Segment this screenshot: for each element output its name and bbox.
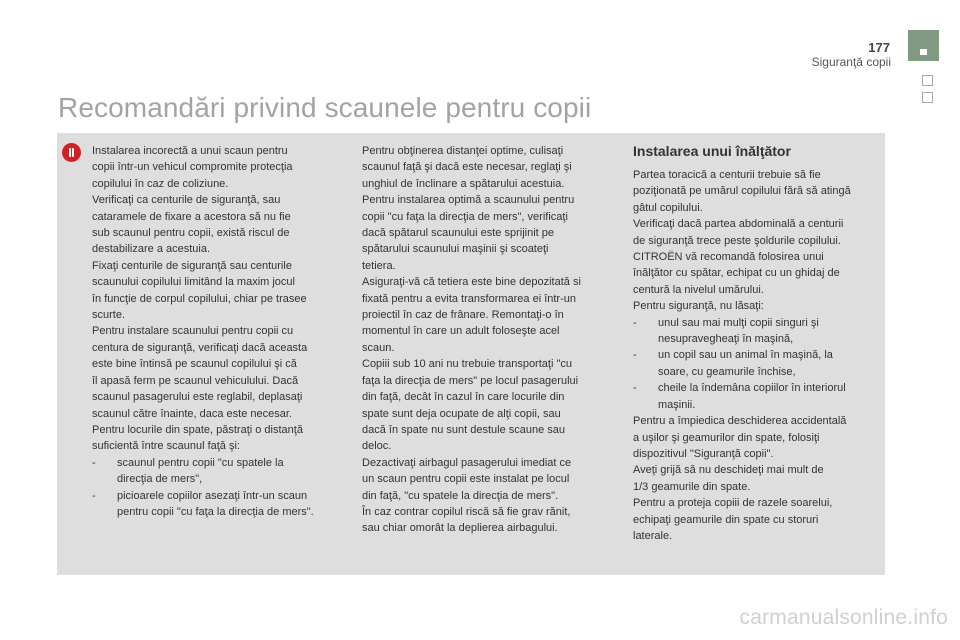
- text-line: Asiguraţi-vă că tetiera este bine depozitată si: [362, 276, 581, 289]
- text-line: scaunul către înainte, daca este necesar.: [92, 407, 292, 420]
- text-line: Aveţi grijă să nu deschideţi mai mult de: [633, 464, 824, 477]
- bullet-item: - scaunul pentru copii "cu spatele la: [92, 455, 354, 471]
- bullet-continuation: pentru copii "cu faţa la direcţia de mers".: [117, 505, 314, 518]
- column-booster: [633, 167, 881, 544]
- text-line: 1/3 geamurile din spate.: [633, 480, 751, 493]
- text-line: un scaun pentru copii este instalat pe locul: [362, 473, 570, 486]
- text-line: CITROËN vă recomandă folosirea unui: [633, 251, 824, 264]
- text-line: Copiii sub 10 ani nu trebuie transportaţi "cu: [362, 358, 572, 371]
- text-line: centură la nivelul umărului.: [633, 283, 764, 296]
- nav-box-1[interactable]: [922, 75, 933, 86]
- text-line: suficientă între scaunul faţă şi:: [92, 440, 240, 453]
- text-line: echipaţi geamurile din spate cu storuri: [633, 513, 819, 526]
- bullet-item: - un copil sau un animal în maşină, la: [633, 347, 881, 363]
- text-line: deloc.: [362, 440, 392, 453]
- text-line: Instalarea incorectă a unui scaun pentru: [92, 145, 288, 157]
- text-line: momentul în care un adult foloseşte acel: [362, 325, 560, 338]
- text-line: dispozitivul "Siguranţă copii".: [633, 447, 774, 460]
- text-line: sub scaunul pentru copii, există riscul de: [92, 227, 290, 240]
- text-line: copii "cu faţa la direcţia de mers", verificaţi: [362, 210, 568, 223]
- section-name: Siguranţă copii: [811, 55, 891, 69]
- text-line: destabilizare a acestuia.: [92, 243, 211, 256]
- text-line: Verificaţi ca centurile de siguranţă, sau: [92, 194, 281, 207]
- text-line: centura de siguranţă, verificaţi dacă aceasta: [92, 341, 308, 354]
- bullet-continuation: direcţia de mers",: [117, 473, 203, 486]
- text-line: scurte.: [92, 309, 126, 322]
- text-line: din faţă, "cu spatele la direcţia de mers".: [362, 489, 559, 502]
- text-line: copii într-un vehicul compromite protecţia: [92, 161, 293, 174]
- text-line: faţa la direcţia de mers" pe locul pasagerului: [362, 374, 579, 387]
- text-line: îl apasă ferm pe scaunul vehiculului. Dacă: [92, 374, 299, 387]
- text-line: Verificaţi dacă partea abdominală a centurii: [633, 218, 844, 231]
- text-line: Pentru obţinerea distanţei optime, culisaţi: [362, 145, 564, 157]
- page-number: 177: [868, 40, 890, 55]
- bullet-continuation: maşinii.: [658, 398, 696, 411]
- text-line: Pentru siguranţă, nu lăsaţi:: [633, 300, 764, 313]
- bullet-item: - cheile la îndemâna copiilor în interiorul: [633, 380, 881, 396]
- text-line: sau chiar omorât la deplierea airbagului.: [362, 522, 558, 535]
- text-line: Dezactivaţi airbagul pasagerului imediat ce: [362, 456, 572, 469]
- text-line: Pentru a proteja copiii de razele soarelui,: [633, 497, 833, 510]
- text-line: copilului în caz de coliziune.: [92, 177, 229, 190]
- text-line: dacă spătarul scaunului este sprijinit pe: [362, 227, 555, 240]
- text-line: este bine întinsă pe scaunul copilului şi că: [92, 358, 297, 371]
- section-heading: Instalarea unui înălţător: [633, 143, 791, 159]
- text-line: scaunului copilului limitând la maxim jocul: [92, 276, 295, 289]
- text-line: Pentru locurile din spate, păstraţi o distanţă: [92, 423, 303, 436]
- text-line: spătarului scaunului maşinii şi scoateţi: [362, 243, 549, 256]
- text-line: dacă în spate nu sunt destule scaune sau: [362, 423, 566, 436]
- text-line: fixată pentru a evita transformarea ei într-un: [362, 292, 576, 305]
- bullet-item: - picioarele copiilor asezaţi într-un scaun: [92, 488, 354, 504]
- text-line: scaunul faţă şi dacă este necesar, reglaţi şi: [362, 161, 572, 174]
- text-line: în funcţie de corpul copilului, chiar pe trasee: [92, 292, 307, 305]
- text-line: proiectil în caz de frânare. Remontaţi-o în: [362, 309, 564, 322]
- text-line: Partea toracică a centurii trebuie să fie: [633, 169, 821, 181]
- text-line: înălţător cu spătar, echipat cu un ghidaj de: [633, 267, 840, 280]
- chapter-tab[interactable]: [908, 30, 939, 61]
- column-middle: [362, 143, 624, 537]
- text-line: laterale.: [633, 529, 673, 542]
- text-line: cataramele de fixare a acestora să nu fie: [92, 210, 291, 223]
- page-title: Recomandări privind scaunele pentru copii: [58, 92, 592, 123]
- tab-marker-icon: [920, 49, 927, 55]
- text-line: scaunul pasagerului este reglabil, deplasaţi: [92, 391, 303, 404]
- text-line: spate sunt deja ocupate de alţi copii, sau: [362, 407, 561, 420]
- text-line: unghiul de înclinare a spătarului acestuia.: [362, 177, 565, 190]
- text-line: de siguranţă trece peste şoldurile copilului.: [633, 234, 841, 247]
- text-line: din faţă, decât în cazul în care locurile din: [362, 391, 565, 404]
- text-line: Pentru a împiedica deschiderea accidentală: [633, 415, 847, 428]
- text-line: scaun.: [362, 341, 395, 354]
- column-warning: [92, 143, 354, 520]
- text-line: Fixaţi centurile de siguranţă sau centurile: [92, 259, 292, 272]
- text-line: poziţionată pe umărul copilului fără să atingă: [633, 185, 851, 198]
- text-line: a uşilor şi geamurilor din spate, folosiţi: [633, 431, 820, 444]
- text-line: tetiera.: [362, 259, 396, 272]
- text-line: În caz contrar copilul riscă să fie grav rănit,: [362, 505, 571, 518]
- nav-box-2[interactable]: [922, 92, 933, 103]
- bullet-item: - unul sau mai mulţi copii singuri şi: [633, 315, 881, 331]
- warning-icon: [62, 143, 81, 162]
- bullet-continuation: nesupravegheaţi în maşină,: [658, 333, 794, 346]
- bullet-continuation: soare, cu geamurile închise,: [658, 365, 796, 378]
- text-line: Pentru instalare scaunului pentru copii cu: [92, 325, 294, 338]
- text-line: Pentru instalarea optimă a scaunului pentru: [362, 194, 575, 207]
- text-line: gâtul copilului.: [633, 201, 703, 214]
- watermark: carmanualsonline.info: [739, 606, 948, 629]
